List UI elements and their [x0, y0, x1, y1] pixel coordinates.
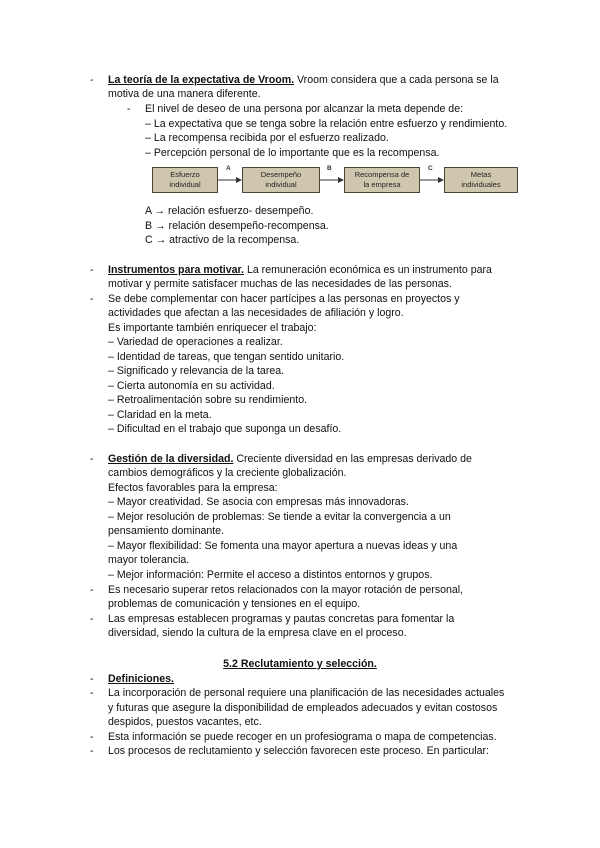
bullet-marker: - [90, 745, 94, 757]
instrumentos-bullet2-line: actividades que afectan a las necesidades de afiliación y logro. [108, 307, 404, 319]
bullet-marker: - [90, 264, 94, 276]
bullet-marker: - [90, 74, 94, 86]
vroom-diagram [152, 163, 522, 197]
diagram-box-label: individuales [461, 180, 501, 189]
vroom-paragraph-line2: motiva de una manera diferente. [108, 88, 261, 100]
definiciones-bullet1-line: y futuras que asegure la disponibilidad de empleados adecuados y evitan costosos [108, 702, 498, 714]
diagram-box-label: Recompensa de [354, 170, 410, 179]
enriquecer-item: – Significado y relevancia de la tarea. [108, 365, 285, 377]
diversidad-line: mayor tolerancia. [108, 554, 190, 566]
diagram-label-c: C [428, 165, 433, 172]
vroom-intro-text: Vroom considera que a cada persona se la [294, 74, 499, 86]
section-title [0, 657, 600, 671]
diagram-box-label: la empresa [363, 180, 401, 189]
definiciones-bullet1-line: despidos, puestos vacantes, etc. [108, 716, 262, 728]
diagram-box-label: Esfuerzo [170, 170, 200, 179]
diagram-arrows [152, 163, 522, 197]
enriquecer-item: – Identidad de tareas, que tengan sentido unitario. [108, 351, 345, 363]
instrumentos-bullet2-line: Se debe complementar con hacer partícipes a las personas en proyectos y [108, 293, 460, 305]
diversidad-line: cambios demográficos y la creciente globalización. [108, 467, 347, 479]
diversidad-paragraph-line1 [108, 452, 472, 466]
diversidad-bullet2-line: Es necesario superar retos relacionados con la mayor rotación de personal, [108, 584, 464, 596]
vroom-item: – La expectativa que se tenga sobre la relación entre esfuerzo y rendimiento. [145, 118, 508, 130]
bullet-marker: - [90, 613, 94, 625]
diagram-box-label: Desempeño [260, 170, 302, 179]
enriquecer-item: – Cierta autonomía en su actividad. [108, 380, 275, 392]
definiciones-heading: Definiciones. [108, 673, 174, 685]
section-title-text: 5.2 Reclutamiento y selección. [223, 658, 377, 670]
bullet-marker: - [90, 687, 94, 699]
diversidad-line: – Mejor resolución de problemas: Se tiende a evitar la convergencia a un [108, 511, 451, 523]
instrumentos-intro-text: La remuneración económica es un instrumento para [244, 264, 492, 276]
instrumentos-bullet2-line: Es importante también enriquecer el trabajo: [108, 322, 317, 334]
diagram-box-label: individual [169, 180, 201, 189]
diagram-box-label: Metas [470, 170, 492, 179]
diversidad-bullet3-line: Las empresas establecen programas y pautas concretas para fomentar la [108, 613, 455, 625]
definiciones-bullet3-line: Los procesos de reclutamiento y selección favorecen este proceso. En particular: [108, 745, 489, 757]
diversidad-intro-text: Creciente diversidad en las empresas derivado de [233, 453, 472, 465]
enriquecer-item: – Variedad de operaciones a realizar. [108, 336, 283, 348]
enriquecer-item: – Dificultad en el trabajo que suponga un desafío. [108, 423, 342, 435]
diversidad-heading: Gestión de la diversidad. [108, 453, 234, 465]
vroom-paragraph-line1 [108, 73, 499, 87]
diversidad-line: Efectos favorables para la empresa: [108, 482, 278, 494]
diagram-label-a: A [226, 165, 231, 172]
diversidad-bullet3-line: diversidad, siendo la cultura de la empresa clave en el proceso. [108, 627, 407, 639]
bullet-marker: - [90, 293, 94, 305]
diversidad-line: – Mayor creatividad. Se asocia con empresas más innovadoras. [108, 496, 409, 508]
definiciones-bullet1-line: La incorporación de personal requiere una planificación de las necesidades actuales [108, 687, 505, 699]
enriquecer-item: – Claridad en la meta. [108, 409, 212, 421]
diagram-box-label: individual [265, 180, 297, 189]
diagram-label-b: B [327, 165, 332, 172]
diversidad-line: – Mejor información: Permite el acceso a distintos entornos y grupos. [108, 569, 433, 581]
bullet-marker: - [127, 103, 131, 115]
diversidad-line: – Mayor flexibilidad: Se fomenta una mayor apertura a nuevas ideas y una [108, 540, 458, 552]
bullet-marker: - [90, 731, 94, 743]
enriquecer-item: – Retroalimentación sobre su rendimiento. [108, 394, 308, 406]
instrumentos-heading: Instrumentos para motivar. [108, 264, 244, 276]
instrumentos-paragraph-line1 [108, 263, 492, 277]
relation-item: C → atractivo de la recompensa. [145, 234, 300, 246]
vroom-item: – La recompensa recibida por el esfuerzo realizado. [145, 132, 389, 144]
vroom-heading: La teoría de la expectativa de Vroom. [108, 74, 295, 86]
diversidad-line: pensamiento dominante. [108, 525, 225, 537]
bullet-marker: - [90, 453, 94, 465]
definiciones-heading-line [108, 672, 174, 686]
bullet-marker: - [90, 584, 94, 596]
vroom-sub-bullet: El nivel de deseo de una persona por alcanzar la meta depende de: [145, 103, 464, 115]
relation-item: B → relación desempeño-recompensa. [145, 220, 329, 232]
bullet-marker: - [90, 673, 94, 685]
vroom-item: – Percepción personal de lo importante que es la recompensa. [145, 147, 440, 159]
diversidad-bullet2-line: problemas de comunicación y tensiones en el equipo. [108, 598, 361, 610]
relation-item: A → relación esfuerzo- desempeño. [145, 205, 314, 217]
instrumentos-paragraph-line2: motivar y permite satisfacer muchas de las necesidades de las personas. [108, 278, 452, 290]
definiciones-bullet2-line: Esta información se puede recoger en un profesiograma o mapa de competencias. [108, 731, 497, 743]
